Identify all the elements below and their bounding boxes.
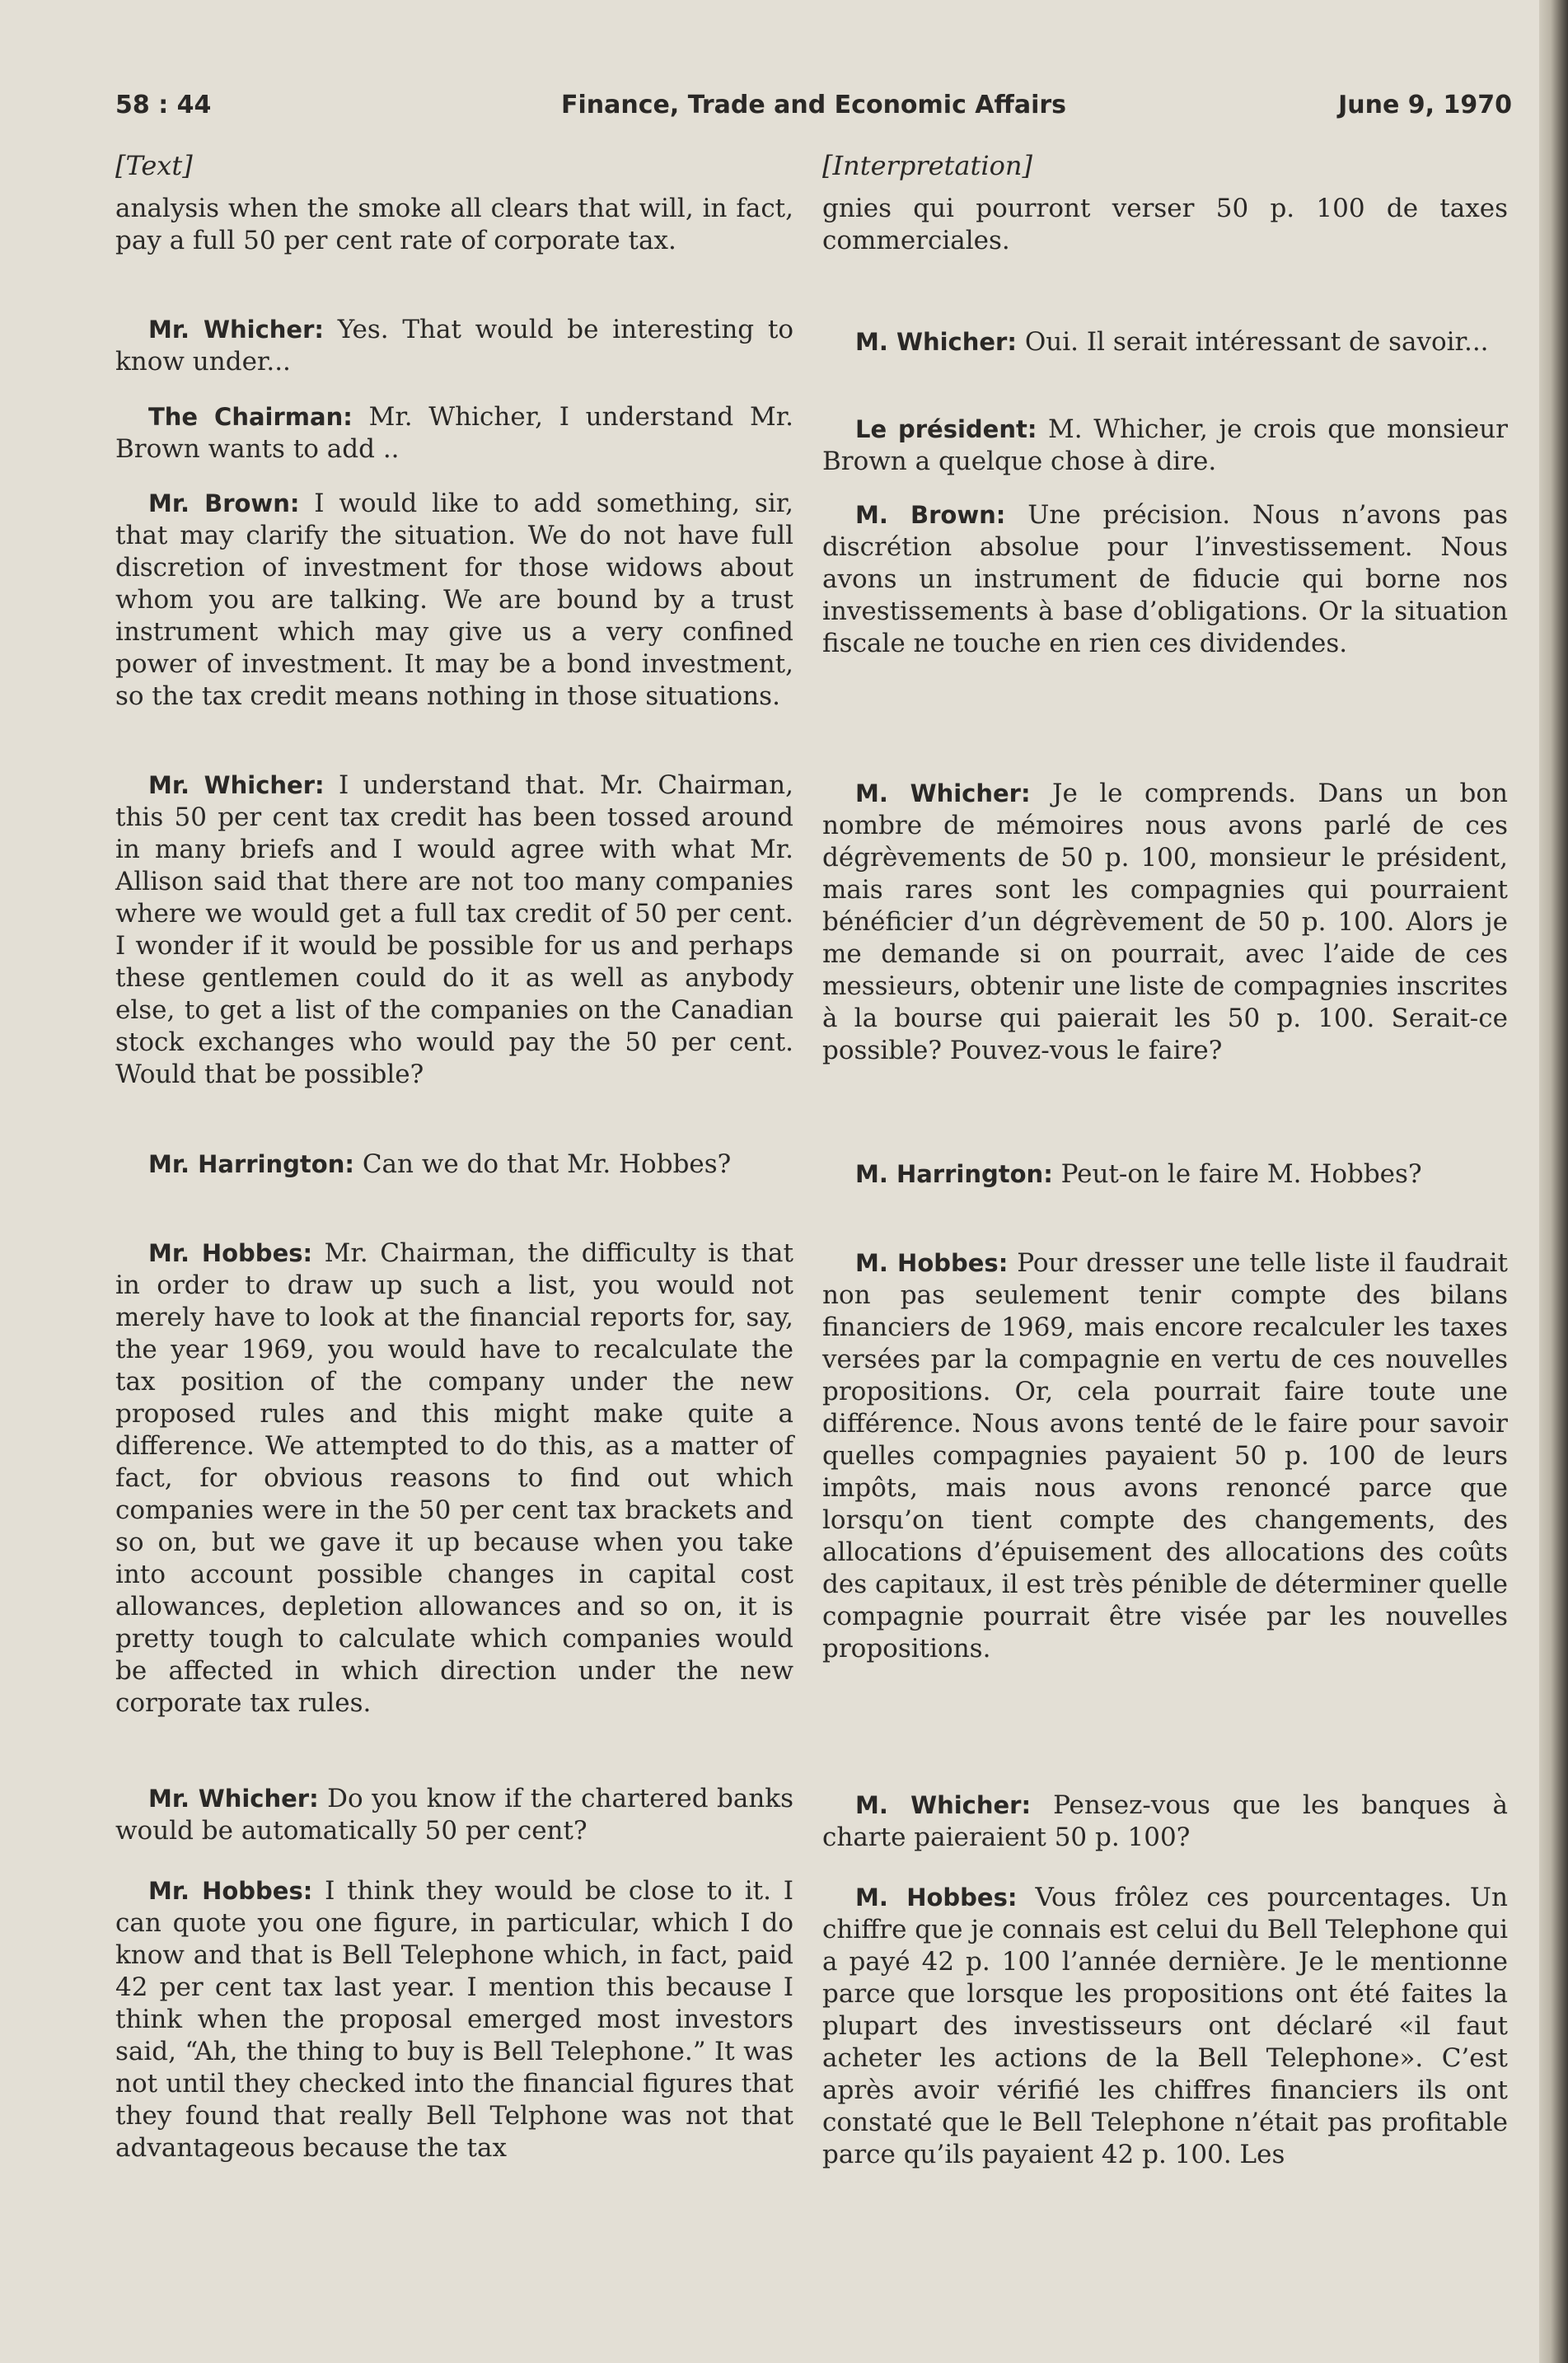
speaker-name: Mr. Hobbes:	[148, 1877, 313, 1905]
speaker-name: M. Brown:	[855, 501, 1006, 529]
speaker-name: Le président:	[855, 415, 1037, 443]
paragraph	[822, 778, 1508, 1067]
paragraph-text: Do you know if the chartered banks would be automatically 50 per cent?	[115, 1784, 793, 1846]
speaker-name: M. Harrington:	[855, 1160, 1053, 1188]
paragraph	[822, 499, 1508, 660]
column-label: [Interpretation]	[822, 150, 1032, 181]
speaker-name: M. Hobbes:	[855, 1249, 1009, 1277]
paragraph-text: Peut-on le faire M. Hobbes?	[1060, 1159, 1422, 1189]
speaker-name: M. Hobbes:	[855, 1883, 1018, 1911]
paragraph-text: Mr. Chairman, the difficulty is that in order to draw up such a list, you would not merely have to look at the financial reports for, say, the year 1969, you would have to recalculate the tax position of the company under the new proposed rules and this might make quite a difference. We attempted to do this, as a matter of fact, for obvious reasons to find out which companies were in the 50 per cent tax brackets and so on, but we gave it up because when you take into account possible changes in capital cost allowances, depletion allowances and so on, it is pretty tough to calculate which companies would be affected in which direction under the new corporate tax rules.	[115, 1238, 793, 1718]
page-header	[115, 82, 1512, 132]
paragraph-text: gnies qui pourront verser 50 p. 100 de taxes commerciales.	[822, 194, 1508, 255]
paragraph	[115, 1783, 793, 1847]
paragraph	[822, 326, 1508, 358]
paragraph	[822, 1882, 1508, 2171]
paragraph	[822, 193, 1508, 257]
paragraph-text: analysis when the smoke all clears that will, in fact, pay a full 50 per cent rate of corporate tax.	[115, 194, 793, 255]
paragraph-text: M. Whicher, je crois que monsieur Brown a quelque chose à dire.	[822, 414, 1508, 476]
paragraph-text: Vous frôlez ces pourcentages. Un chiffre que je connais est celui du Bell Telephone qui a payé 42 p. 100 l’année dernière. Je le mentionne parce que lorsque les propositions ont été faites la plupart des investisseurs ont déclaré «il faut acheter les actions de la Bell Telephone». C’est après avoir vérifié les chiffres financiers ils ont constaté que le Bell Telephone n’était pas profitable parce qu’ils payaient 42 p. 100. Les	[822, 1883, 1508, 2169]
paragraph	[115, 1149, 793, 1181]
paragraph-text: I think they would be close to it. I can quote you one figure, in particular, which I do know and that is Bell Telephone which, in fact, paid 42 per cent tax last year. I mention this because I think when the proposal emerged most investors said, “Ah, the thing to buy is Bell Telephone.” It was not until they checked into the financial figures that they found that really Bell Telphone was not that advantageous because the tax	[115, 1876, 793, 2163]
speaker-name: M. Whicher:	[855, 328, 1017, 356]
speaker-name: Mr. Whicher:	[148, 1785, 319, 1813]
page-date: June 9, 1970	[1338, 91, 1512, 119]
paragraph	[115, 314, 793, 378]
speaker-name: M. Whicher:	[855, 779, 1031, 807]
paragraph	[115, 1238, 793, 1720]
speaker-name: The Chairman:	[148, 403, 353, 431]
paragraph-text: Yes. That would be interesting to know under...	[115, 315, 794, 377]
english-column	[115, 150, 794, 2163]
paragraph	[115, 488, 793, 713]
paragraph-text: Can we do that Mr. Hobbes?	[362, 1149, 732, 1179]
paragraph-text: Une précision. Nous n’avons pas discrétion absolue pour l’investissement. Nous avons un instrument de fiducie qui borne nos investissements à base d’obligations. Or la situation fiscale ne touche en rien ces dividendes.	[822, 500, 1508, 658]
speaker-name: Mr. Whicher:	[148, 316, 324, 344]
paragraph	[115, 770, 793, 1091]
book-spine-shadow	[1539, 0, 1568, 2363]
paragraph	[822, 1790, 1508, 1854]
speaker-name: Mr. Hobbes:	[148, 1239, 313, 1267]
paragraph	[822, 414, 1508, 478]
paragraph	[822, 1158, 1508, 1191]
paragraph-text: Mr. Whicher, I understand Mr. Brown wants to add ..	[115, 402, 794, 464]
paragraph	[115, 401, 793, 466]
french-column	[822, 150, 1509, 2169]
paragraph-text: Oui. Il serait intéressant de savoir...	[1024, 327, 1489, 357]
paragraph	[822, 1247, 1508, 1665]
paragraph-text: Je le comprends. Dans un bon nombre de mémoires nous avons parlé de ces dégrèvements de 50 p. 100, monsieur le président, mais rares sont les compagnies qui pourraient bénéficier d’un dégrèvement de 50 p. 100. Alors je me demande si on pourrait, avec l’aide de ces messieurs, obtenir une liste de compagnies inscrites à la bourse qui paierait les 50 p. 100. Serait-ce possible? Pouvez-vous le faire?	[822, 779, 1508, 1065]
paragraph	[115, 1875, 793, 2164]
speaker-name: Mr. Whicher:	[148, 771, 325, 799]
column-label: [Text]	[115, 150, 193, 181]
speaker-name: Mr. Harrington:	[148, 1150, 354, 1178]
speaker-name: M. Whicher:	[855, 1791, 1032, 1819]
paragraph-text: I would like to add something, sir, that may clarify the situation. We do not have full discretion of investment for those widows about whom you are talking. We are bound by a trust instrument which may give us a very confined power of investment. It may be a bond investment, so the tax credit means nothing in those situations.	[115, 489, 793, 711]
speaker-name: Mr. Brown:	[148, 489, 300, 517]
page-number: 58 : 44	[115, 91, 212, 119]
running-title: Finance, Trade and Economic Affairs	[560, 91, 1067, 119]
paragraph-text: Pour dresser une telle liste il faudrait non pas seulement tenir compte des bilans financiers de 1969, mais encore recalculer les taxes versées par la compagnie en vertu de ces nouvelles propositions. Or, cela pourrait faire toute une différence. Nous avons tenté de le faire pour savoir quelles compagnies payaient 50 p. 100 de leurs impôts, mais nous avons renoncé parce que lorsqu’on tient compte des changements, des allocations d’épuisement des allocations des coûts des capitaux, il est très pénible de déterminer quelle compagnie pourrait être visée par les nouvelles propositions.	[822, 1248, 1508, 1663]
paragraph	[115, 193, 793, 257]
paragraph-text: I understand that. Mr. Chairman, this 50 per cent tax credit has been tossed around in many briefs and I would agree with what Mr. Allison said that there are not too many companies where we would get a full tax credit of 50 per cent. I wonder if it would be possible for us and perhaps these gentlemen could do it as well as anybody else, to get a list of the companies on the Canadian stock exchanges who would pay the 50 per cent. Would that be possible?	[115, 770, 793, 1089]
paragraph-text: Pensez-vous que les banques à charte paieraient 50 p. 100?	[822, 1790, 1509, 1852]
